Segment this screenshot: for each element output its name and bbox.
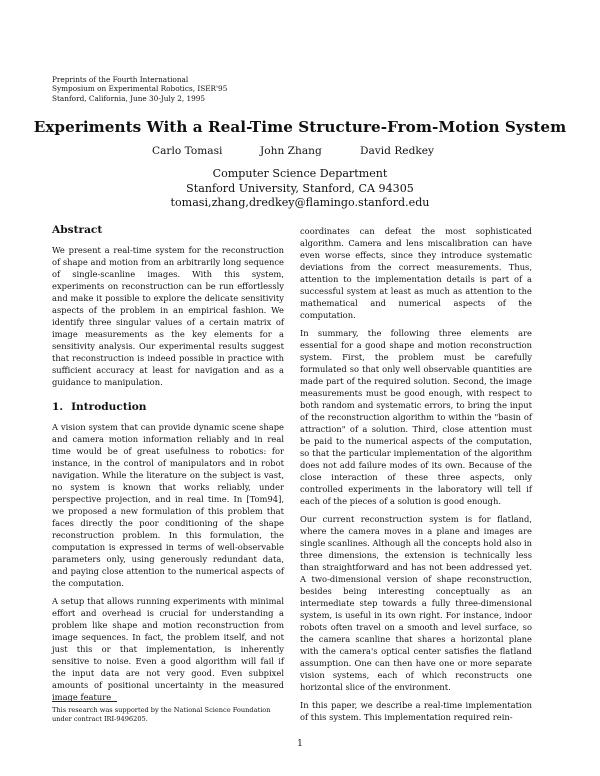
affiliation [0, 167, 600, 211]
introduction-heading [52, 400, 284, 414]
abstract-text: We present a real-time system for the reconstruction of shape and motion from an arbitrarily long sequence of single-scanline images. With this system, experiments on reconstruction can be run effortlessly and make it possible to explore the delicate sensitivity aspects of the problem in an empirical fashion. We identify three singular values of a certain matrix of image measurements as the key elements for a sensitivity analysis. Our experimental results suggest that reconstruction is indeed possible in practice with sufficient accuracy at least for navigation and as a guidance to manipulation. [52, 245, 284, 387]
paragraph: Our current reconstruction system is for flatland, where the camera moves in a plane and images are single scanlines. Although all the concepts hold also in three dimensions, the extension is technically less than straightforward and has not been addressed yet. A two-dimensional version of shape reconstruction, besides being interesting conceptually as an intermediate step towards a fully three-dimensional system, is useful in its own right. For instance, indoor robots often travel on a smooth and level surface, so the camera scanline that shares a horizontal plane with the camera's optical center satisfies the flatland assumption. One can then have one or more separate vision systems, each of which reconstructs one horizontal slice of the environment. [300, 514, 532, 692]
paragraph: In this paper, we describe a real-time implementation of this system. This implementation required rein- [300, 700, 532, 722]
affiliation-dept: Computer Science Department [212, 167, 388, 180]
author-name: Carlo Tomasi [152, 145, 223, 157]
paper-title: Experiments With a Real-Time Structure-From-Motion System [33, 118, 567, 136]
section-title: Introduction [71, 401, 147, 413]
author-list [0, 145, 600, 161]
preprint-line: Preprints of the Fourth International [52, 75, 189, 84]
affiliation-email: tomasi,zhang,dredkey@flamingo.stanford.edu [170, 196, 430, 209]
preprint-header [52, 75, 352, 103]
page-number: 1 [297, 739, 303, 749]
left-column [52, 223, 284, 709]
author-name: David Redkey [360, 145, 435, 157]
paragraph: A vision system that can provide dynamic scene shape and camera motion information reliably and in real time would be of great usefulness to robotics: for instance, in the control of manipulators and in robot navigation. While the literature on the subject is vast, no system is known that works reliably, under perspective projection, and in real time. In [Tom94], we proposed a new formulation of this problem that faces directly the poor conditioning of the shape reconstruction problem. In this formulation, the computation is expressed in terms of well-observable parameters only, using generously redundant data, and paying close attention to the numerical aspects of the computation. [52, 422, 284, 588]
paragraph: coordinates can defeat the most sophisticated algorithm. Camera and lens miscalibration can have even worse effects, since they introduce systematic deviations from the correct measurements. Thus, attention to the implementation details is part of a successful system at least as much as attention to the mathematical and numerical aspects of the computation. [300, 226, 532, 320]
abstract-heading: Abstract [52, 224, 103, 236]
paragraph: A setup that allows running experiments with minimal effort and overhead is crucial for understanding a problem like shape and motion reconstruction from image sequences. In fact, the problem itself, and not just this or that implementation, is inherently sensitive to noise. Even a good algorithm will fail if the input data are not very good. Even subpixel amounts of positional uncertainty in the measured image feature [52, 596, 284, 702]
section-number: 1. [52, 401, 64, 413]
preprint-line: Stanford, California, June 30-July 2, 1995 [52, 93, 206, 103]
affiliation-university: Stanford University, Stanford, CA 94305 [186, 181, 414, 195]
author-name: John Zhang [260, 145, 322, 157]
right-column [300, 225, 532, 729]
paragraph: In summary, the following three elements are essential for a good shape and motion reconstruction system. First, the problem must be carefully formulated so that only well observable quantities are made part of the required solution. Second, the image measurements must be good enough, with respect to both random and systematic errors, to bring the input of the reconstruction algorithm to within the "basin of attraction" of a solution. Third, close attention must be paid to the numerical aspects of the computation, so that the particular implementation of the algorithm does not add failure modes of its own. Because of the close interaction of these three aspects, only controlled experiments in the laboratory will tell if each of the pieces of a solution is good enough. [300, 328, 532, 506]
preprint-line: Symposium on Experimental Robotics, ISER'95 [52, 84, 228, 94]
footnote: This research was supported by the National Science Foundation under contract IRI-9496205. [52, 706, 271, 723]
footnote-divider [52, 701, 117, 702]
